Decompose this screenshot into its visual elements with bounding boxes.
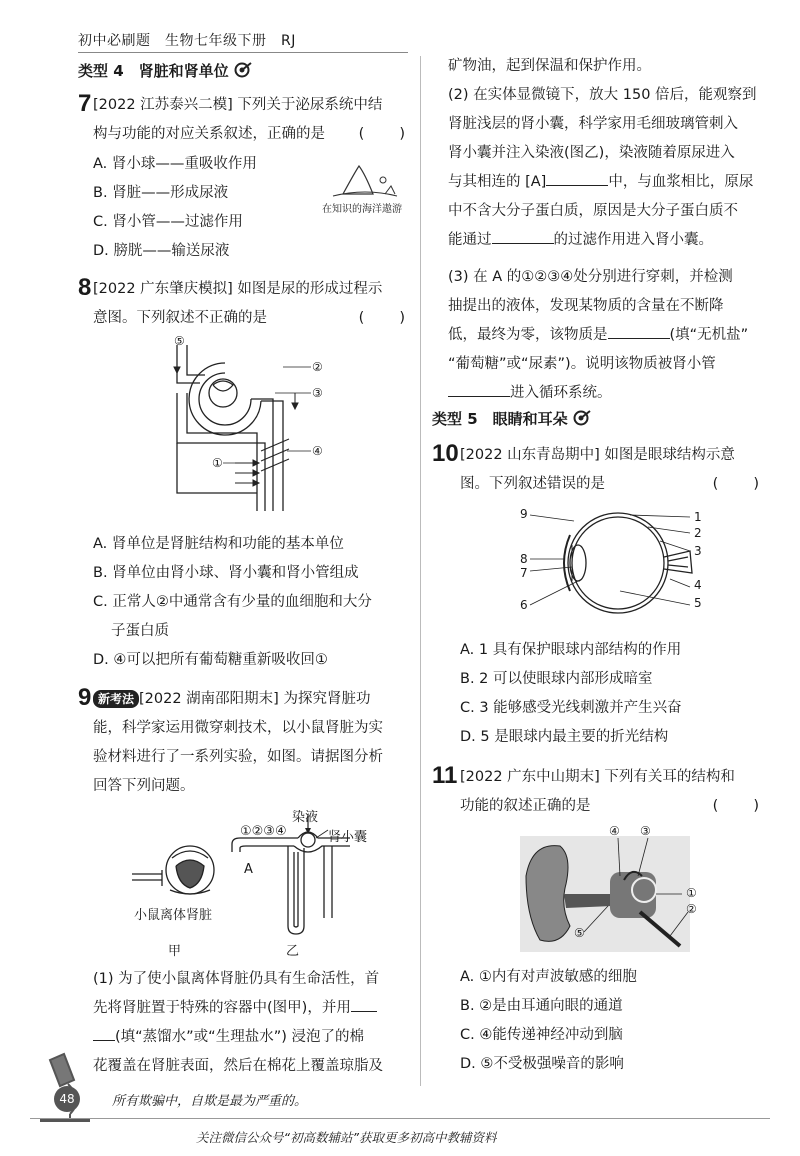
section-title-5: 类型 5 眼睛和耳朵	[432, 408, 591, 429]
target-icon	[573, 410, 591, 426]
q10-option-b[interactable]: B. 2 可以使眼球内部形成暗室	[460, 671, 653, 687]
q10-option-a[interactable]: A. 1 具有保护眼球内部结构的作用	[460, 642, 682, 658]
q7-option-b[interactable]: B. 肾脏——形成尿液	[93, 185, 229, 201]
new-method-badge: 新考法	[93, 690, 139, 708]
fig-b-puncture-points: ①②③④	[240, 824, 287, 839]
nephron-label-1: ①	[212, 456, 223, 470]
question-7: [2022 江苏泰兴二模] 下列关于泌尿系统中结 构与功能的对应关系叙述，正确的是 ( )	[93, 91, 415, 149]
q11-option-c[interactable]: C. ④能传递神经冲动到脑	[460, 1027, 623, 1043]
eye-label-2: 2	[694, 526, 702, 540]
question-number-11: 11	[432, 762, 458, 789]
header-rule	[78, 52, 408, 53]
question-number-7: 7	[78, 90, 92, 117]
q7-option-a[interactable]: A. 肾小球——重吸收作用	[93, 156, 257, 172]
nephron-label-5: ⑤	[174, 334, 185, 348]
q7-option-c[interactable]: C. 肾小管——过滤作用	[93, 214, 243, 230]
column-divider	[420, 56, 421, 1086]
q8-option-b[interactable]: B. 肾单位由肾小球、肾小囊和肾小管组成	[93, 565, 359, 581]
q11-option-a[interactable]: A. ①内有对声波敏感的细胞	[460, 969, 637, 985]
answer-paren-7[interactable]: ( )	[358, 126, 407, 142]
q8-option-c[interactable]: C. 正常人②中通常含有少量的血细胞和大分	[93, 594, 372, 610]
blank-1a[interactable]	[351, 997, 377, 1012]
footer-quote: 所有欺骗中，自欺是最为严重的。	[112, 1094, 308, 1109]
fig-b-label: 乙	[286, 944, 300, 959]
ear-label-5: ⑤	[574, 926, 585, 940]
q11-options	[460, 963, 637, 1079]
q10-option-d[interactable]: D. 5 是眼球内最主要的折光结构	[460, 729, 669, 745]
blank-3a[interactable]	[608, 324, 670, 339]
page-header: 初中必刷题 生物七年级下册 RJ	[78, 33, 296, 49]
blank-2b[interactable]	[492, 229, 554, 244]
question-number-10: 10	[432, 440, 459, 467]
blank-3b[interactable]	[448, 382, 510, 397]
question-9: 新考法 [2022 湖南邵阳期末] 为探究肾脏功 能，科学家运用微穿刺技术，以小鼠肾脏为实 验材料进行了一系列实验，如图。请据图分析 回答下列问题。	[93, 691, 383, 794]
nephron-label-4: ④	[312, 444, 323, 458]
target-icon	[234, 62, 252, 78]
q7-options	[93, 150, 257, 266]
q8-option-a[interactable]: A. 肾单位是肾脏结构和功能的基本单位	[93, 536, 344, 552]
ear-diagram	[520, 836, 700, 954]
question-11: [2022 广东中山期末] 下列有关耳的结构和 功能的叙述正确的是 ( )	[460, 763, 765, 821]
ear-label-1: ①	[686, 886, 697, 900]
fig-a-label: 甲	[168, 944, 182, 959]
ear-label-4: ④	[609, 824, 620, 838]
footer-note: 关注微信公众号“初高数辅站”获取更多初高中教辅资料	[196, 1130, 497, 1145]
kidney-container-figure	[132, 840, 222, 900]
page-number: 48	[54, 1086, 80, 1112]
answer-paren-11[interactable]: ( )	[712, 798, 761, 814]
eye-label-4: 4	[694, 578, 702, 592]
q10-options	[460, 636, 682, 752]
question-number-9: 9	[78, 684, 92, 711]
answer-paren-10[interactable]: ( )	[712, 476, 761, 492]
q10-option-c[interactable]: C. 3 能够感受光线刺激并产生兴奋	[460, 700, 682, 716]
nephron-label-2: ②	[312, 360, 323, 374]
q9-part-1: (1) 为了使小鼠离体肾脏仍具有生命活性，首 先将肾脏置于特殊的容器中(图甲)，并用 (填“蒸馏水”或“生理盐水”) 浸泡了的棉 花覆盖在肾脏表面，然后在棉花上覆盖琼脂及	[93, 971, 383, 1074]
q11-option-d[interactable]: D. ⑤不受极强噪音的影响	[460, 1056, 624, 1072]
q9-cont: 矿物油，起到保温和保护作用。 (2) 在实体显微镜下，放大 150 倍后，能观察到 肾脏浅层的肾小囊，科学家用毛细玻璃管刺入 肾小囊并注入染液(图乙)，染液随着原尿进入 与其相连的 [A] 中，与血浆相比，原尿 中不含大分子蛋白质，原因是大分子蛋白质不 能通过 的过滤作用进入肾小囊。 (3) 在 A 的①②③④处分别进行穿刺，并检测 抽提出的液体，发现某物质的含量在不断降 低，最终为零，该物质是 (填“无机盐” “葡萄糖”或“尿素”)。说明该物质被肾小管 进入循环系统。	[448, 58, 757, 401]
eye-label-1: 1	[694, 510, 702, 524]
eye-label-5: 5	[694, 596, 702, 610]
fig-b-dye-label: 染液	[292, 810, 319, 825]
eye-label-8: 8	[520, 552, 528, 566]
section-title-4: 类型 4 肾脏和肾单位	[78, 60, 252, 81]
q8-options	[93, 530, 418, 675]
q11-option-b[interactable]: B. ②是由耳通向眼的通道	[460, 998, 623, 1014]
nephron-label-3: ③	[312, 386, 323, 400]
q8-option-c-cont: 子蛋白质	[111, 623, 169, 639]
sticker-caption: 在知识的海洋遨游	[322, 204, 402, 215]
question-10: [2022 山东青岛期中] 如图是眼球结构示意 图。下列叙述错误的是 ( )	[460, 441, 765, 499]
q8-option-d[interactable]: D. ④可以把所有葡萄糖重新吸收回①	[93, 652, 328, 668]
fig-a-caption: 小鼠离体肾脏	[134, 908, 213, 923]
ear-label-2: ②	[686, 902, 697, 916]
answer-paren-8[interactable]: ( )	[358, 310, 407, 326]
question-number-8: 8	[78, 274, 92, 301]
blank-1b[interactable]	[93, 1026, 115, 1041]
eye-label-9: 9	[520, 507, 528, 521]
eye-diagram	[520, 505, 700, 623]
fig-b-capsule-label: 肾小囊	[328, 830, 368, 845]
fig-b-a-label: A	[244, 862, 253, 877]
footer-rule	[30, 1118, 770, 1119]
q7-option-d[interactable]: D. 膀胱——输送尿液	[93, 243, 230, 259]
eye-label-3: 3	[694, 544, 702, 558]
ear-label-3: ③	[640, 824, 651, 838]
eye-label-6: 6	[520, 598, 528, 612]
eye-label-7: 7	[520, 566, 528, 580]
question-8: [2022 广东肇庆模拟] 如图是尿的形成过程示 意图。下列叙述不正确的是 ( )	[93, 275, 415, 333]
blank-2a[interactable]	[546, 171, 608, 186]
